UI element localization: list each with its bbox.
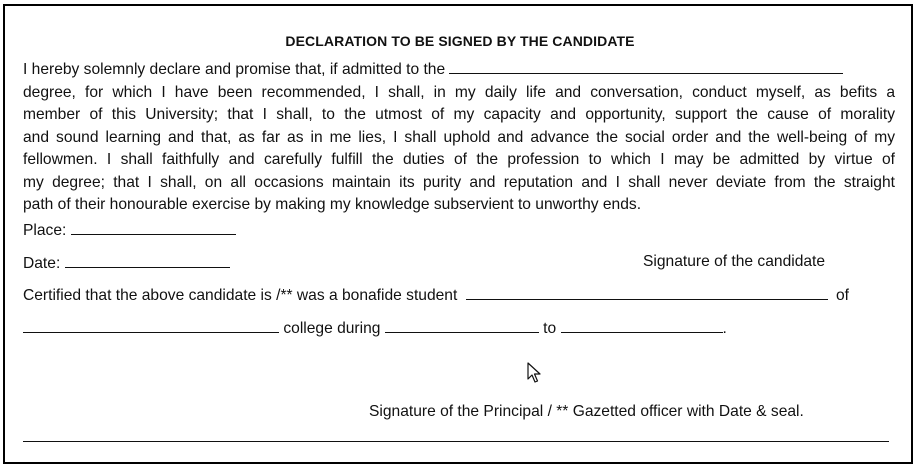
declaration-line-1-text: I hereby solemnly declare and promise that, if admitted to the <box>23 61 446 78</box>
declaration-title: DECLARATION TO BE SIGNED BY THE CANDIDATE <box>285 33 635 49</box>
declaration-paragraph <box>23 59 895 217</box>
candidate-signature-label: Signature of the candidate <box>643 253 826 270</box>
place-label: Place: <box>23 222 67 239</box>
mouse-pointer-icon <box>527 362 541 384</box>
date-row <box>23 253 230 273</box>
certified-row <box>23 285 849 305</box>
college-row <box>23 318 727 338</box>
to-date-blank[interactable] <box>561 318 723 333</box>
college-during-text: college during <box>283 320 381 337</box>
of-text: of <box>836 287 850 304</box>
date-blank[interactable] <box>65 253 230 268</box>
principal-signature-label: Signature of the Principal / ** Gazetted officer with Date & seal. <box>369 403 804 420</box>
declaration-line-5: fellowmen. I shall faithfully and carefully fulfill the duties of the profession to which I may be admitted by virtue of <box>23 151 895 168</box>
student-name-blank[interactable] <box>466 285 828 300</box>
from-date-blank[interactable] <box>385 318 539 333</box>
period-text: . <box>722 320 727 337</box>
bottom-rule <box>23 441 889 442</box>
to-text: to <box>543 320 557 337</box>
declaration-line-7: path of their honourable exercise by making my knowledge subservient to unworthy ends. <box>23 196 642 213</box>
certified-text: Certified that the above candidate is /** was a bonafide student <box>23 287 458 304</box>
college-name-blank[interactable] <box>23 318 279 333</box>
place-blank[interactable] <box>71 220 236 235</box>
declaration-line-6: my degree; that I shall, on all occasions maintain its purity and reputation and I shall never deviate from the straight <box>23 173 895 191</box>
declaration-line-1 <box>23 59 895 82</box>
place-row <box>23 220 236 240</box>
declaration-line-4: and sound learning and that, as far as in me lies, I shall uphold and advance the social order and the well-being of my <box>23 128 895 146</box>
date-label: Date: <box>23 255 61 272</box>
declaration-line-3: member of this University; that I shall, to the utmost of my capacity and opportunity, support the cause of morality <box>23 106 895 123</box>
declaration-line-2: degree, for which I have been recommended, I shall, in my daily life and conversation, conduct myself, as befits a <box>23 83 895 101</box>
degree-blank[interactable] <box>449 59 843 74</box>
